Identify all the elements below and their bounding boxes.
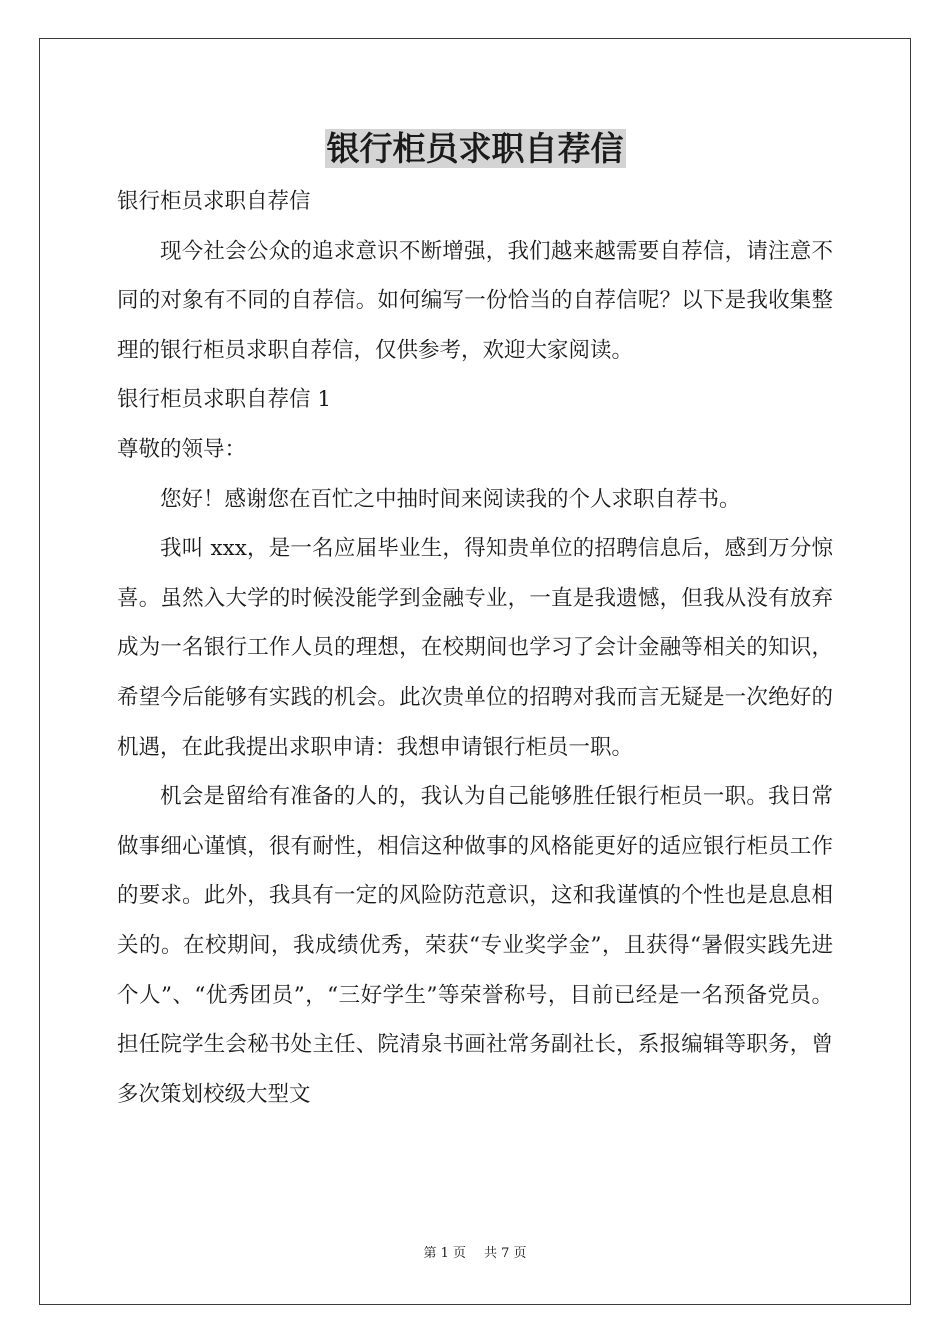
letter-paragraph-introduction: 我叫 xxx，是一名应届毕业生，得知贵单位的招聘信息后，感到万分惊喜。虽然入大学的时候没能学到金融专业，一直是我遗憾，但我从没有放弃成为一名银行工作人员的理想，在校期间也学习了会计金融等相关的知识，希望今后能够有实践的机会。此次贵单位的招聘对我而言无疑是一次绝好的机遇，在此我提出求职申请：我想申请银行柜员一职。 (117, 536, 833, 760)
letter-greeting-paragraph: 您好！感谢您在百忙之中抽时间来阅读我的个人求职自荐书。 (160, 486, 741, 512)
letter-heading: 银行柜员求职自荐信 1 (117, 387, 332, 413)
page-footer (0, 1245, 950, 1263)
letter-paragraph-qualifications: 机会是留给有准备的人的，我认为自己能够胜任银行柜员一职。我日常做事细心谨慎，很有耐性，相信这种做事的风格能更好的适应银行柜员工作的要求。此外，我具有一定的风险防范意识，这和我谨慎的个性也是息息相关的。在校期间，我成绩优秀，荣获“专业奖学金”，且获得“暑假实践先进个人”、“优秀团员”，“三好学生”等荣誉称号，目前已经是一名预备党员。担任院学生会秘书处主任、院清泉书画社常务副社长，系报编辑等职务，曾多次策划校级大型文 (117, 784, 833, 1107)
letter-salutation: 尊敬的领导： (117, 436, 247, 462)
document-title (0, 126, 950, 172)
page-number-total: 共 7 页 (484, 1246, 527, 1261)
page-number-current: 第 1 页 (423, 1246, 466, 1261)
document-subtitle: 银行柜员求职自荐信 (117, 189, 311, 214)
document-body (117, 177, 833, 1119)
document-title-text: 银行柜员求职自荐信 (326, 129, 624, 168)
intro-paragraph: 现今社会公众的追求意识不断增强，我们越来越需要自荐信，请注意不同的对象有不同的自荐信。如何编写一份恰当的自荐信呢？以下是我收集整理的银行柜员求职自荐信，仅供参考，欢迎大家阅读。 (117, 238, 833, 363)
